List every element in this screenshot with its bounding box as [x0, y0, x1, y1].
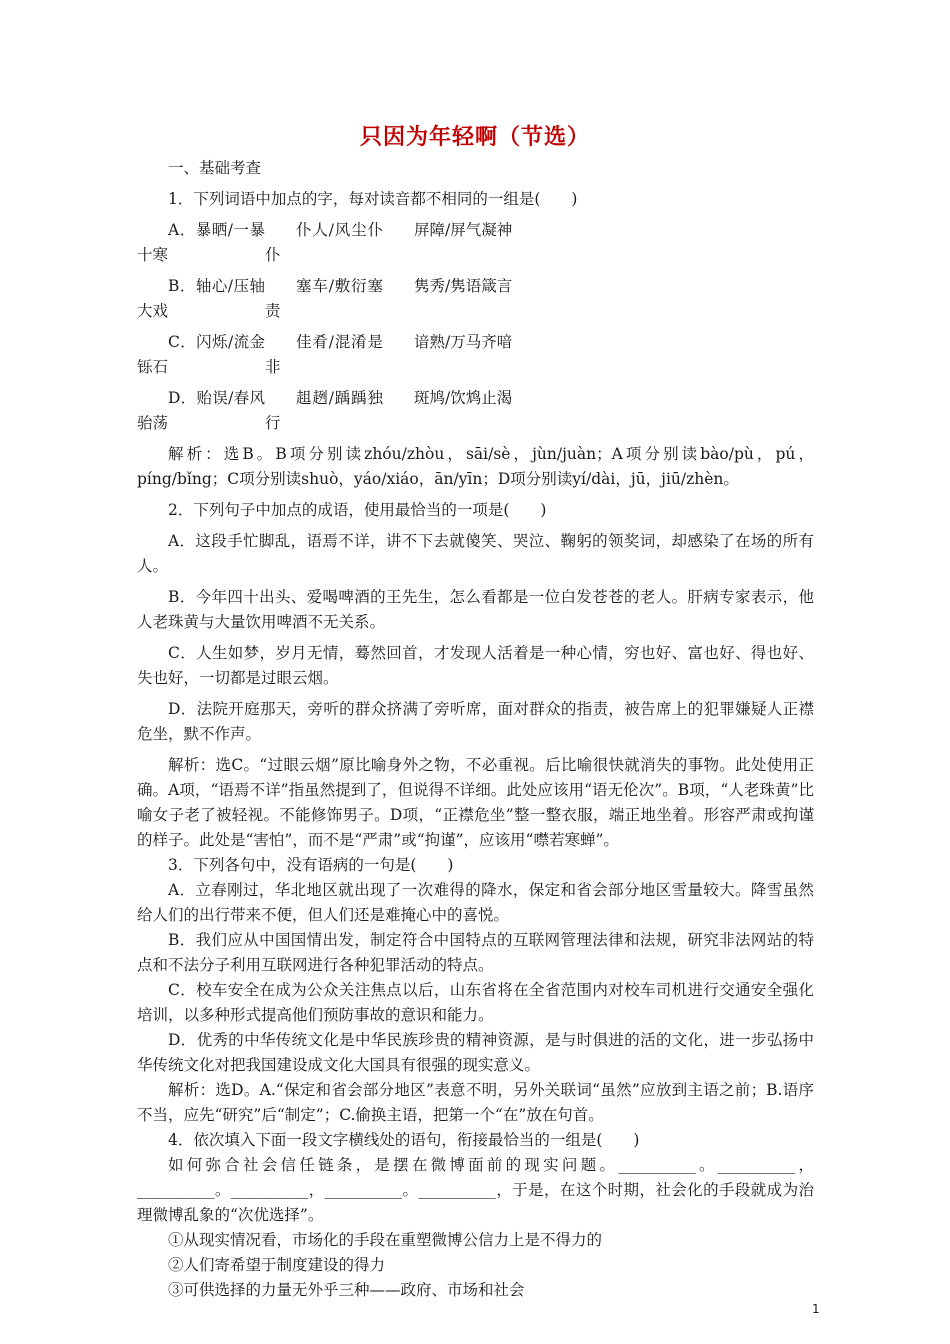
q4-item-2: ②人们寄希望于制度建设的得力	[168, 1256, 386, 1274]
q1-stem: 1．下列词语中加点的字，每对读音都不相同的一组是( )	[168, 190, 578, 208]
q1-analysis: 解析：选B。B项分别读zhóu/zhòu，sāi/sè，jùn/juàn；A项分别读bào/pù，pú，píng/bǐng；C项分别读shuò，yáo/xiáo，ān/yīn；D项分别读yí/dài，jū，jiū/zhèn。	[137, 445, 814, 488]
page-number: 1	[812, 1302, 820, 1316]
q1-option-d: D．贻误/春风骀荡 趄趔/踽踽独行 斑鸠/饮鸩止渴	[137, 389, 513, 432]
q1-option-b: B．轴心/压轴大戏 塞车/敷衍塞责 隽秀/隽语箴言	[137, 277, 513, 320]
document-body	[137, 156, 814, 1303]
q3-option-b: B．我们应从中国国情出发，制定符合中国特点的互联网管理法律和法规，研究非法网站的特点和不法分子利用互联网进行各种犯罪活动的特点。	[137, 931, 814, 974]
q4-stem: 4．依次填入下面一段文字横线处的语句，衔接最恰当的一组是( )	[168, 1131, 640, 1149]
q2-stem: 2．下列句子中加点的成语，使用最恰当的一项是( )	[168, 501, 547, 519]
q2-option-a: A．这段手忙脚乱，语焉不详，讲不下去就傻笑、哭泣、鞠躬的领奖词，却感染了在场的所有人。	[137, 532, 814, 575]
document-title: 只因为年轻啊（节选）	[359, 124, 590, 150]
q3-analysis: 解析：选D。A.“保定和省会部分地区”表意不明，另外关联词“虽然”应放到主语之前；B.语序不当，应先“研究”后“制定”；C.偷换主语，把第一个“在”放在句首。	[137, 1081, 814, 1124]
q3-option-c: C．校车安全在成为公众关注焦点以后，山东省将在全省范围内对校车司机进行交通安全强化培训，以多种形式提高他们预防事故的意识和能力。	[137, 981, 814, 1024]
q2-option-c: C．人生如梦，岁月无情，蓦然回首，才发现人活着是一种心情，穷也好、富也好、得也好、失也好，一切都是过眼云烟。	[137, 644, 814, 687]
q4-item-3: ③可供选择的力量无外乎三种——政府、市场和社会	[168, 1281, 525, 1299]
section-heading: 一、基础考查	[168, 159, 262, 177]
q3-stem: 3．下列各句中，没有语病的一句是( )	[168, 856, 454, 874]
q4-item-1: ①从现实情况看，市场化的手段在重塑微博公信力上是不得力的	[168, 1231, 603, 1249]
q2-option-d: D．法院开庭那天，旁听的群众挤满了旁听席，面对群众的指责，被告席上的犯罪嫌疑人正襟危坐，默不作声。	[137, 700, 814, 743]
q1-option-a: A．暴晒/一暴十寒 仆人/风尘仆仆 屏障/屏气凝神	[137, 221, 513, 264]
q2-analysis: 解析：选C。“过眼云烟”原比喻身外之物，不必重视。后比喻很快就消失的事物。此处使用正确。A项，“语焉不详”指虽然提到了，但说得不详细。此处应该用“语无伦次”。B项，“人老珠黄”比喻女子老了被轻视。不能修饰男子。D项，“正襟危坐”整一整衣服，端正地坐着。形容严肃或拘谨的样子。此处是“害怕”，而不是“严肃”或“拘谨”，应该用“噤若寒蝉”。	[137, 756, 814, 849]
q2-option-b: B．今年四十出头、爱喝啤酒的王先生，怎么看都是一位白发苍苍的老人。肝病专家表示，他人老珠黄与大量饮用啤酒不无关系。	[137, 588, 814, 631]
q1-option-c: C．闪烁/流金铄石 佳肴/混淆是非 谙熟/万马齐喑	[137, 333, 513, 376]
q4-passage: 如何弥合社会信任链条，是摆在微博面前的现实问题。__________。__________，__________。__________，__________。__________，于是，在这个时期，社会化的手段就成为治理微博乱象的“次优选择”。	[137, 1156, 814, 1224]
q3-option-a: A．立春刚过，华北地区就出现了一次难得的降水，保定和省会部分地区雪量较大。降雪虽然给人们的出行带来不便，但人们还是难掩心中的喜悦。	[137, 881, 814, 924]
q3-option-d: D．优秀的中华传统文化是中华民族珍贵的精神资源，是与时俱进的活的文化，进一步弘扬中华传统文化对把我国建设成文化大国具有很强的现实意义。	[137, 1031, 814, 1074]
